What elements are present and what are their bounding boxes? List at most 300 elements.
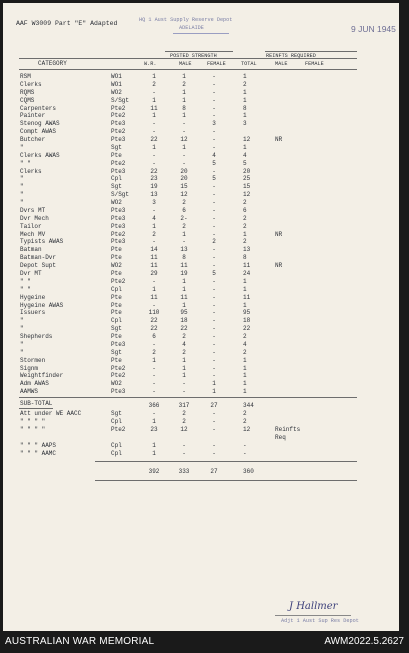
cell-rank: Pte xyxy=(111,309,122,317)
archive-footer xyxy=(0,631,409,653)
cell-rank: Pte xyxy=(111,246,122,254)
cell-male: 1 xyxy=(182,356,186,364)
cell-rank: WO2 xyxy=(111,88,122,96)
cell-male: 1 xyxy=(182,301,186,309)
cell-rank: Pte2 xyxy=(111,425,126,433)
cell-total: 12 xyxy=(243,191,251,199)
document-page xyxy=(3,3,399,631)
cell-category: Typists AWAS xyxy=(20,238,64,246)
cell-category: Dvrs MT xyxy=(20,206,46,214)
cell-female: - xyxy=(212,277,216,285)
cell-category: Batman xyxy=(20,246,42,254)
cell-category: Depot Supt xyxy=(20,262,57,270)
cell-category: Signm xyxy=(20,364,39,372)
cell-male: 1 xyxy=(182,112,186,120)
cell-req-male: NR xyxy=(275,136,283,144)
cell-female: - xyxy=(212,214,216,222)
cell-total: 1 xyxy=(243,73,247,80)
cell-wr: 11 xyxy=(150,254,158,262)
cell-rank: WO1 xyxy=(111,73,122,80)
cell-total: 2 xyxy=(243,199,247,207)
cell-male: 11 xyxy=(180,293,188,301)
cell-male: 20 xyxy=(180,175,188,183)
cell-wr: - xyxy=(152,128,156,136)
cell-male: - xyxy=(182,388,186,396)
cell-female: 3 xyxy=(212,120,216,128)
cell-male: 1 xyxy=(182,88,186,96)
cell-rank: Sgt xyxy=(111,183,122,191)
cell-wr: 1 xyxy=(152,356,156,364)
cell-total: 6 xyxy=(243,206,247,214)
cell-category: Dvr MT xyxy=(20,270,42,277)
cell-total: 1 xyxy=(243,112,247,120)
cell-male: 12 xyxy=(180,425,188,433)
cell-category: Stormen xyxy=(20,356,46,364)
cell-male: 1 xyxy=(182,143,186,151)
cell-female: - xyxy=(212,73,216,80)
cell-female: - xyxy=(212,80,216,88)
cell-total: 1 xyxy=(243,96,247,104)
cell-total: 1 xyxy=(243,301,247,309)
cell-category: " " " " xyxy=(20,425,46,433)
cell-female: - xyxy=(212,441,216,449)
cell-female: - xyxy=(212,410,216,417)
cell-male: 8 xyxy=(182,104,186,112)
cell-male: - xyxy=(182,151,186,159)
cell-male: 2 xyxy=(182,348,186,356)
cell-male: 1 xyxy=(182,364,186,372)
cell-req-male: Reinfts xyxy=(275,425,301,433)
cell-total: 15 xyxy=(243,183,251,191)
cell-total: 2 xyxy=(243,410,247,417)
cell-wr: 2 xyxy=(152,80,156,88)
cell-rank: Pte xyxy=(111,293,122,301)
cell-rank: Pte xyxy=(111,356,122,364)
cell-wr: - xyxy=(152,238,156,246)
cell-total: 2 xyxy=(243,333,247,341)
cell-wr: 23 xyxy=(150,175,158,183)
reinfts-group-rule xyxy=(265,51,357,52)
cell-wr: - xyxy=(152,364,156,372)
cell-female: - xyxy=(212,356,216,364)
cell-total: 1 xyxy=(243,364,247,372)
cell-wr: 1 xyxy=(152,96,156,104)
cell-rank: Cpl xyxy=(111,449,122,457)
cell-category: " xyxy=(20,317,24,325)
posted-strength-header: POSTED STRENGTH xyxy=(170,53,217,59)
cell-male: 18 xyxy=(180,317,188,325)
cell-wr: 1 xyxy=(152,441,156,449)
cell-total: 20 xyxy=(243,167,251,175)
subtotal-top-rule xyxy=(19,397,357,398)
cell-female: - xyxy=(212,246,216,254)
male-header: MALE xyxy=(179,61,192,67)
cell-total: 2 xyxy=(243,222,247,230)
cell-rank: S/Sgt xyxy=(111,191,130,199)
cell-wr: 6 xyxy=(152,333,156,341)
cell-category: Adm AWAS xyxy=(20,380,49,388)
cell-male: 1 xyxy=(182,285,186,293)
cell-category: Hygeine AWAS xyxy=(20,301,64,309)
cell-category: CQMS xyxy=(20,96,35,104)
cell-category: Weightfinder xyxy=(20,372,64,380)
grand-total-total: 360 xyxy=(243,468,254,475)
cell-total: 25 xyxy=(243,175,251,183)
cell-category: " xyxy=(20,191,24,199)
cell-category: " xyxy=(20,348,24,356)
cell-male: 2 xyxy=(182,80,186,88)
cell-wr: 22 xyxy=(150,136,158,144)
cell-total: 8 xyxy=(243,254,247,262)
cell-rank: Pte2 xyxy=(111,230,126,238)
cell-rank: Pte2 xyxy=(111,128,126,136)
stamp-underline xyxy=(173,33,229,34)
female-header: FEMALE xyxy=(207,61,226,67)
cell-female: - xyxy=(212,449,216,457)
cell-female: - xyxy=(212,301,216,309)
cell-wr: - xyxy=(152,340,156,348)
cell-total: - xyxy=(243,449,247,457)
cell-wr: - xyxy=(152,410,156,417)
cell-rank: WO2 xyxy=(111,262,122,270)
cell-male: - xyxy=(182,128,186,136)
cell-total: 1 xyxy=(243,388,247,396)
cell-male: 11 xyxy=(180,262,188,270)
cell-wr: - xyxy=(152,301,156,309)
cell-req-male: NR xyxy=(275,262,283,270)
subtotal-label: SUB-TOTAL xyxy=(20,400,53,407)
cell-wr: 1 xyxy=(152,73,156,80)
cell-req-male: Req xyxy=(275,433,286,441)
cell-female: - xyxy=(212,143,216,151)
cell-female: - xyxy=(212,333,216,341)
cell-rank: Sgt xyxy=(111,410,122,417)
cell-wr: - xyxy=(152,388,156,396)
cell-category: Stenog AWAS xyxy=(20,120,60,128)
cell-wr: - xyxy=(152,206,156,214)
cell-female: 1 xyxy=(212,380,216,388)
cell-female: - xyxy=(212,340,216,348)
cell-total: 1 xyxy=(243,356,247,364)
cell-rank: Sgt xyxy=(111,348,122,356)
cell-total: - xyxy=(243,441,247,449)
cell-rank: Pte3 xyxy=(111,340,126,348)
cell-male: - xyxy=(182,159,186,167)
cell-total: 2 xyxy=(243,417,247,425)
cell-rank: Pte2 xyxy=(111,104,126,112)
cell-female: - xyxy=(212,317,216,325)
cell-female: 4 xyxy=(212,151,216,159)
cell-male: 19 xyxy=(180,270,188,277)
cell-wr: 29 xyxy=(150,270,158,277)
req-male-header: MALE xyxy=(275,61,288,67)
cell-category: " xyxy=(20,175,24,183)
cell-male: - xyxy=(182,120,186,128)
cell-category: " xyxy=(20,340,24,348)
cell-category: Dvr Mech xyxy=(20,214,49,222)
cell-rank: Pte2 xyxy=(111,364,126,372)
cell-wr: - xyxy=(152,372,156,380)
cell-total: 1 xyxy=(243,380,247,388)
cell-rank: Pte2 xyxy=(111,372,126,380)
cell-female: - xyxy=(212,348,216,356)
cell-wr: - xyxy=(152,277,156,285)
cell-wr: 3 xyxy=(152,199,156,207)
cell-rank: WO1 xyxy=(111,80,122,88)
cell-category: Shepherds xyxy=(20,333,53,341)
grand-total-wr: 392 xyxy=(148,468,160,475)
cell-male: 1 xyxy=(182,96,186,104)
cell-female: - xyxy=(212,112,216,120)
cell-category: Painter xyxy=(20,112,46,120)
cell-female: - xyxy=(212,88,216,96)
cell-total: 3 xyxy=(243,120,247,128)
cell-male: - xyxy=(182,238,186,246)
grand-total-male: 333 xyxy=(178,468,190,475)
cell-total: 12 xyxy=(243,425,251,433)
cell-wr: 1 xyxy=(152,222,156,230)
cell-wr: 2 xyxy=(152,230,156,238)
cell-rank: Pte xyxy=(111,333,122,341)
cell-total: 2 xyxy=(243,80,247,88)
cell-female: 5 xyxy=(212,159,216,167)
cell-male: 8 xyxy=(182,254,186,262)
subtotal-total: 344 xyxy=(243,402,254,409)
cell-category: Compt AWAS xyxy=(20,128,57,136)
cell-rank: Pte2 xyxy=(111,159,126,167)
cell-category: Mech MV xyxy=(20,230,46,238)
cell-category: " xyxy=(20,183,24,191)
cell-female: - xyxy=(212,425,216,433)
cell-wr: 14 xyxy=(150,246,158,254)
cell-male: - xyxy=(182,441,186,449)
cell-req-male: NR xyxy=(275,230,283,238)
adjutant-stamp: Adjt 1 Aust Sup Res Depot xyxy=(281,618,359,624)
cell-female: 5 xyxy=(212,175,216,183)
unit-stamp-location: ADELAIDE xyxy=(179,25,204,31)
cell-rank: Pte2 xyxy=(111,112,126,120)
cell-rank: Pte xyxy=(111,270,122,277)
cell-female: - xyxy=(212,293,216,301)
cell-total: 1 xyxy=(243,88,247,96)
cell-wr: - xyxy=(152,88,156,96)
cell-female: - xyxy=(212,96,216,104)
cell-female: - xyxy=(212,417,216,425)
header-bottom-rule xyxy=(19,69,357,70)
cell-female: - xyxy=(212,230,216,238)
cell-total: 2 xyxy=(243,238,247,246)
category-header: CATEGORY xyxy=(38,60,67,67)
archive-name: AUSTRALIAN WAR MEMORIAL xyxy=(5,636,155,647)
cell-male: 2 xyxy=(182,199,186,207)
cell-total: 4 xyxy=(243,340,247,348)
cell-rank: Cpl xyxy=(111,417,122,425)
cell-category: Carpenters xyxy=(20,104,57,112)
cell-male: 4 xyxy=(182,340,186,348)
cell-rank: WO2 xyxy=(111,199,122,207)
cell-male: - xyxy=(182,449,186,457)
cell-rank: Pte3 xyxy=(111,120,126,128)
date-stamp: 9 JUN 1945 xyxy=(351,24,396,34)
cell-wr: 23 xyxy=(150,425,158,433)
cell-total: 2 xyxy=(243,348,247,356)
cell-total: 95 xyxy=(243,309,251,317)
cell-rank: Pte xyxy=(111,151,122,159)
cell-rank: Pte3 xyxy=(111,206,126,214)
cell-female: - xyxy=(212,254,216,262)
cell-wr: 19 xyxy=(150,183,158,191)
req-female-header: FEMALE xyxy=(305,61,324,67)
cell-wr: - xyxy=(152,380,156,388)
grand-total-female: 27 xyxy=(210,468,218,475)
cell-rank: Pte2 xyxy=(111,277,126,285)
cell-category: " xyxy=(20,143,24,151)
cell-female: - xyxy=(212,262,216,270)
cell-total: 13 xyxy=(243,246,251,254)
signature: J Hallmer xyxy=(289,601,338,612)
wr-header: W.R. xyxy=(144,61,157,67)
cell-total: 24 xyxy=(243,270,251,277)
cell-category: Issuers xyxy=(20,309,46,317)
cell-rank: Cpl xyxy=(111,175,122,183)
cell-total: 22 xyxy=(243,325,251,333)
cell-wr: 22 xyxy=(150,325,158,333)
cell-total: 1 xyxy=(243,143,247,151)
posted-group-rule xyxy=(165,51,233,52)
cell-female: - xyxy=(212,183,216,191)
cell-rank: Pte3 xyxy=(111,167,126,175)
cell-male: 13 xyxy=(180,246,188,254)
cell-category: Hygeine xyxy=(20,293,46,301)
cell-male: 1 xyxy=(182,230,186,238)
subtotal-underline xyxy=(19,408,53,409)
cell-male: 6 xyxy=(182,206,186,214)
cell-rank: WO2 xyxy=(111,380,122,388)
cell-total: 1 xyxy=(243,372,247,380)
doc-reference: AAF W3009 Part "E" Adapted xyxy=(16,20,118,27)
cell-total: 1 xyxy=(243,285,247,293)
cell-rank: Cpl xyxy=(111,285,122,293)
cell-male: 2- xyxy=(180,214,188,222)
cell-male: 2 xyxy=(182,410,186,417)
cell-male: 2 xyxy=(182,417,186,425)
cell-female: 2 xyxy=(212,238,216,246)
reinfts-required-header: REINFTS REQUIRED xyxy=(266,53,316,59)
cell-category: Att under WE AACC xyxy=(20,410,82,417)
cell-male: 12 xyxy=(180,191,188,199)
cell-wr: - xyxy=(152,159,156,167)
cell-total: 5 xyxy=(243,159,247,167)
cell-female: - xyxy=(212,325,216,333)
grand-total-bottom-rule xyxy=(95,480,357,481)
cell-female: - xyxy=(212,309,216,317)
cell-male: - xyxy=(182,380,186,388)
cell-rank: Pte xyxy=(111,254,122,262)
cell-total: 8 xyxy=(243,104,247,112)
cell-wr: 1 xyxy=(152,449,156,457)
cell-male: 22 xyxy=(180,325,188,333)
cell-male: 95 xyxy=(180,309,188,317)
cell-wr: 11 xyxy=(150,293,158,301)
cell-female: - xyxy=(212,372,216,380)
cell-female: 1 xyxy=(212,388,216,396)
cell-category: RSM xyxy=(20,73,31,80)
archive-reference: AWM2022.5.2627 xyxy=(324,636,404,647)
cell-wr: 4 xyxy=(152,214,156,222)
cell-rank: Pte3 xyxy=(111,238,126,246)
cell-category: Butcher xyxy=(20,136,46,144)
grand-total-top-rule xyxy=(95,461,357,462)
cell-category: " " " AAMC xyxy=(20,449,57,457)
cell-category: Tailor xyxy=(20,222,42,230)
unit-stamp: HQ 1 Aust Supply Reserve Depot xyxy=(139,17,233,23)
cell-total: 2 xyxy=(243,214,247,222)
cell-rank: Cpl xyxy=(111,317,122,325)
cell-category: " " " " xyxy=(20,417,46,425)
cell-rank: Pte3 xyxy=(111,222,126,230)
cell-female: - xyxy=(212,285,216,293)
cell-wr: 11 xyxy=(150,104,158,112)
cell-rank: Sgt xyxy=(111,143,122,151)
cell-rank: Pte xyxy=(111,301,122,309)
cell-category: " " " AAPS xyxy=(20,441,57,449)
subtotal-wr: 366 xyxy=(148,402,160,409)
cell-wr: 1 xyxy=(152,285,156,293)
cell-rank: Pte3 xyxy=(111,214,126,222)
cell-category: " xyxy=(20,199,24,207)
cell-wr: 1 xyxy=(152,112,156,120)
cell-wr: 11 xyxy=(150,262,158,270)
cell-female: - xyxy=(212,206,216,214)
cell-male: 2 xyxy=(182,333,186,341)
subtotal-male: 317 xyxy=(178,402,190,409)
signature-rule xyxy=(275,615,351,616)
cell-female: - xyxy=(212,167,216,175)
cell-category: " " xyxy=(20,277,31,285)
cell-wr: 1 xyxy=(152,143,156,151)
cell-female: - xyxy=(212,104,216,112)
cell-category: RQMS xyxy=(20,88,35,96)
cell-category: Clerks xyxy=(20,80,42,88)
cell-category: " xyxy=(20,325,24,333)
cell-wr: - xyxy=(152,120,156,128)
cell-male: 1 xyxy=(182,372,186,380)
cell-category: AAMWS xyxy=(20,388,39,396)
cell-rank: Sgt xyxy=(111,325,122,333)
cell-female: - xyxy=(212,136,216,144)
cell-total: 18 xyxy=(243,317,251,325)
cell-category: Batman-Dvr xyxy=(20,254,57,262)
cell-female: - xyxy=(212,199,216,207)
cell-male: 2 xyxy=(182,222,186,230)
cell-female: - xyxy=(212,364,216,372)
cell-wr: 22 xyxy=(150,317,158,325)
cell-category: Clerks xyxy=(20,167,42,175)
cell-male: 12 xyxy=(180,136,188,144)
cell-male: 15 xyxy=(180,183,188,191)
cell-category: " " xyxy=(20,159,31,167)
cell-male: 20 xyxy=(180,167,188,175)
cell-total: 12 xyxy=(243,136,251,144)
cell-category: Clerks AWAS xyxy=(20,151,60,159)
cell-wr: 110 xyxy=(148,309,160,317)
cell-wr: 22 xyxy=(150,167,158,175)
cell-wr: 2 xyxy=(152,348,156,356)
cell-female: 5 xyxy=(212,270,216,277)
cell-female: - xyxy=(212,222,216,230)
cell-female: - xyxy=(212,191,216,199)
cell-female: - xyxy=(212,128,216,136)
